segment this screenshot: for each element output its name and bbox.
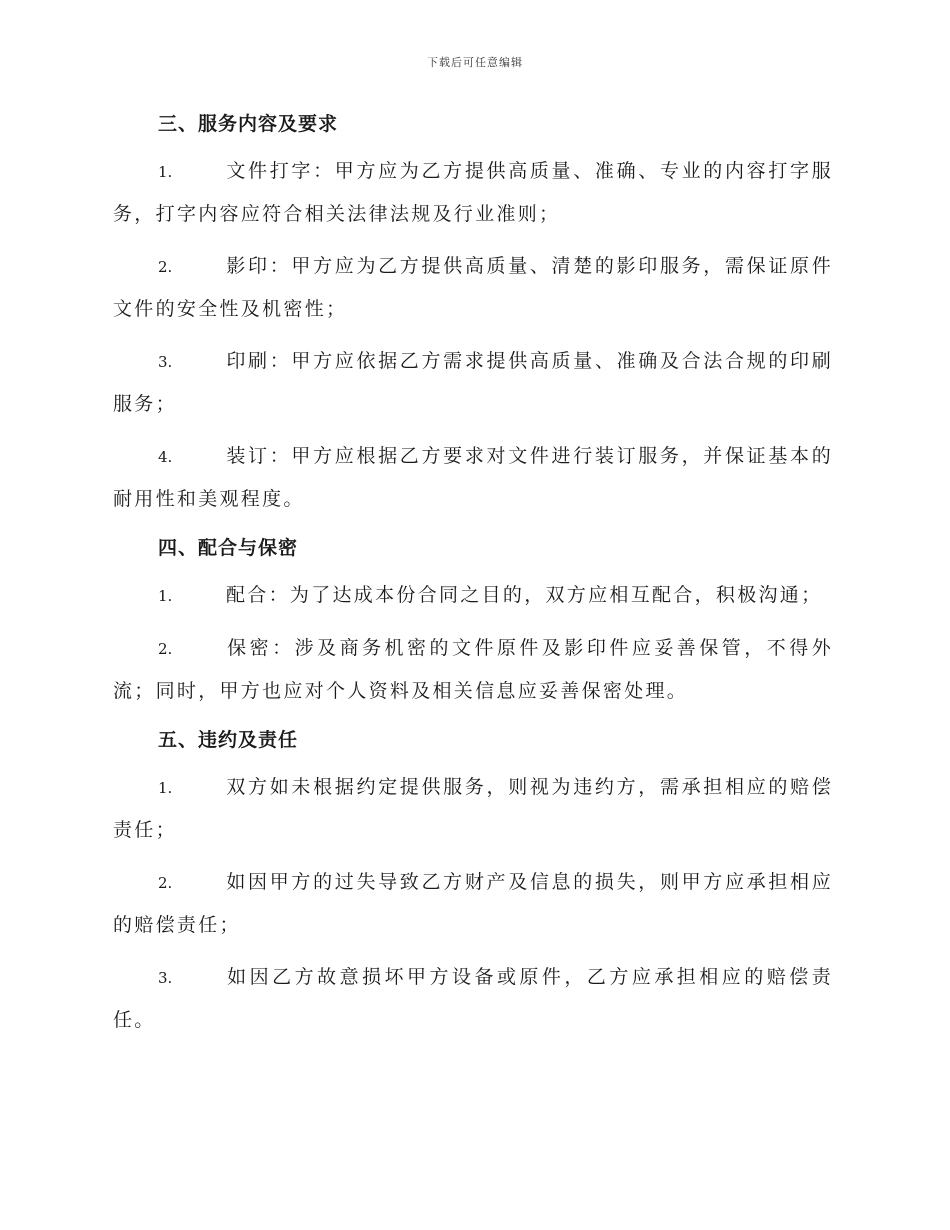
list-item [113, 766, 833, 851]
item-text: 保密：涉及商务机密的文件原件及影印件应妥善保管，不得外流；同时，甲方也应对个人资料及相关信息应妥善保密处理。 [113, 637, 833, 702]
item-text: 配合：为了达成本份合同之目的，双方应相互配合，积极沟通； [226, 584, 823, 606]
item-number: 1. [158, 163, 173, 181]
list-item [113, 435, 833, 520]
list-item [113, 861, 833, 946]
item-text: 双方如未根据约定提供服务，则视为违约方，需承担相应的赔偿责任； [113, 776, 833, 841]
item-number: 2. [158, 874, 173, 892]
item-number: 1. [158, 779, 173, 797]
list-item [113, 627, 833, 712]
section-title-services: 三、服务内容及要求 [158, 113, 339, 135]
item-text: 印刷：甲方应依据乙方需求提供高质量、准确及合法合规的印刷服务； [113, 350, 833, 415]
section-title-cooperation: 四、配合与保密 [158, 537, 299, 559]
item-number: 1. [158, 587, 173, 605]
item-text: 装订：甲方应根据乙方要求对文件进行装订服务，并保证基本的耐用性和美观程度。 [113, 445, 833, 510]
item-number: 4. [158, 448, 173, 466]
item-text: 如因乙方故意损坏甲方设备或原件，乙方应承担相应的赔偿责任。 [113, 966, 833, 1031]
document-body [113, 110, 833, 1051]
item-text: 影印：甲方应为乙方提供高质量、清楚的影印服务，需保证原件文件的安全性及机密性； [113, 255, 833, 320]
item-number: 2. [158, 258, 173, 276]
list-item [113, 956, 833, 1041]
list-item [113, 150, 833, 235]
section-title-liability: 五、违约及责任 [158, 729, 299, 751]
header-note: 下载后可任意编辑 [427, 56, 523, 69]
item-text: 如因甲方的过失导致乙方财产及信息的损失，则甲方应承担相应的赔偿责任； [113, 871, 833, 936]
list-item [113, 574, 833, 617]
item-number: 2. [158, 640, 173, 658]
item-number: 3. [158, 969, 173, 987]
list-item [113, 340, 833, 425]
item-text: 文件打字：甲方应为乙方提供高质量、准确、专业的内容打字服务，打字内容应符合相关法律法规及行业准则； [113, 160, 833, 225]
list-item [113, 245, 833, 330]
item-number: 3. [158, 353, 173, 371]
